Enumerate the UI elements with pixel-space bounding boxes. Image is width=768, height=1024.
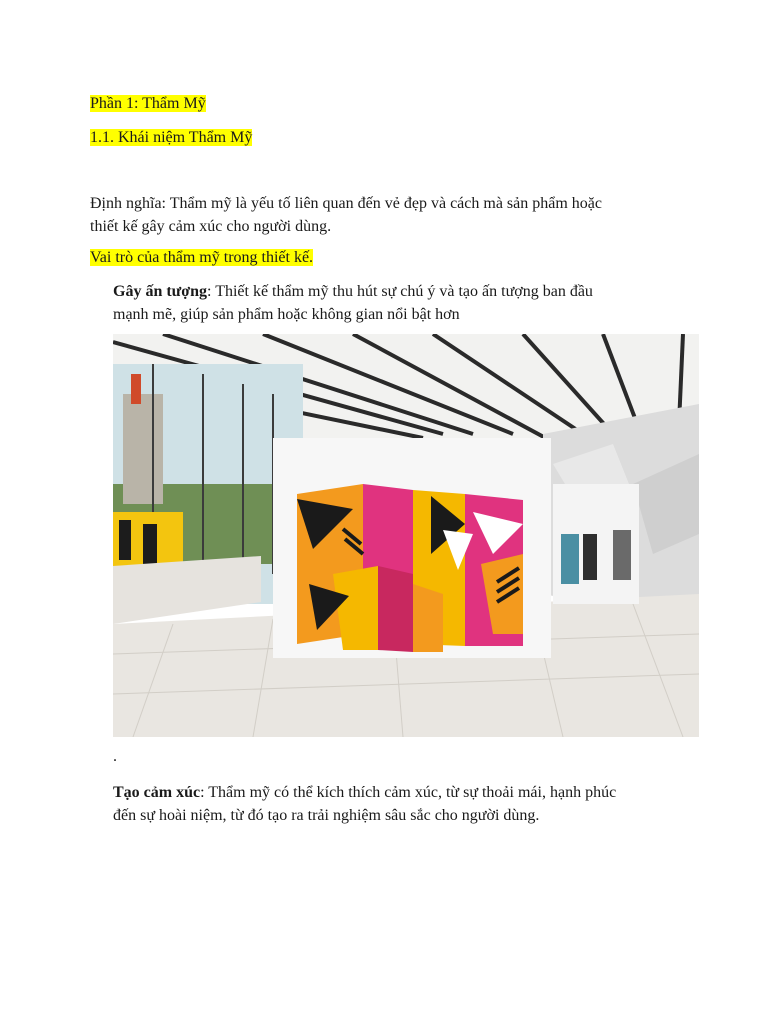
- impression-line-1: [113, 280, 713, 303]
- definition-line-1: Định nghĩa: Thẩm mỹ là yếu tố liên quan đến vẻ đẹp và cách mà sản phẩm hoặc: [90, 195, 602, 212]
- emotion-line-2: đến sự hoài niệm, từ đó tạo ra trải nghiệm sâu sắc cho người dùng.: [113, 807, 540, 824]
- impression-line-2: mạnh mẽ, giúp sản phẩm hoặc không gian nổi bật hơn: [113, 306, 460, 323]
- sub-heading: [90, 127, 252, 149]
- section-heading-text: Phần 1: Thẩm Mỹ: [90, 95, 206, 112]
- gallery-photo: [113, 334, 699, 737]
- role-heading: [90, 247, 313, 269]
- emotion-paragraph: [113, 781, 713, 827]
- photo-caption-dot: .: [113, 748, 117, 765]
- emotion-line-1-text: : Thẩm mỹ có thể kích thích cảm xúc, từ sự thoải mái, hạnh phúc: [200, 784, 617, 801]
- role-heading-text: Vai trò của thẩm mỹ trong thiết kế.: [90, 249, 314, 266]
- definition-paragraph: [90, 192, 710, 238]
- section-heading: [90, 93, 206, 115]
- impression-paragraph: [113, 280, 713, 326]
- definition-line-2: thiết kế gây cảm xúc cho người dùng.: [90, 218, 332, 235]
- sub-heading-text: 1.1. Khái niệm Thẩm Mỹ: [90, 129, 253, 146]
- emotion-term: Tạo cảm xúc: [113, 784, 201, 801]
- impression-term: Gây ấn tượng: [113, 283, 208, 300]
- impression-line-1-text: : Thiết kế thẩm mỹ thu hút sự chú ý và tạo ấn tượng ban đầu: [207, 283, 593, 300]
- emotion-line-1: [113, 781, 713, 804]
